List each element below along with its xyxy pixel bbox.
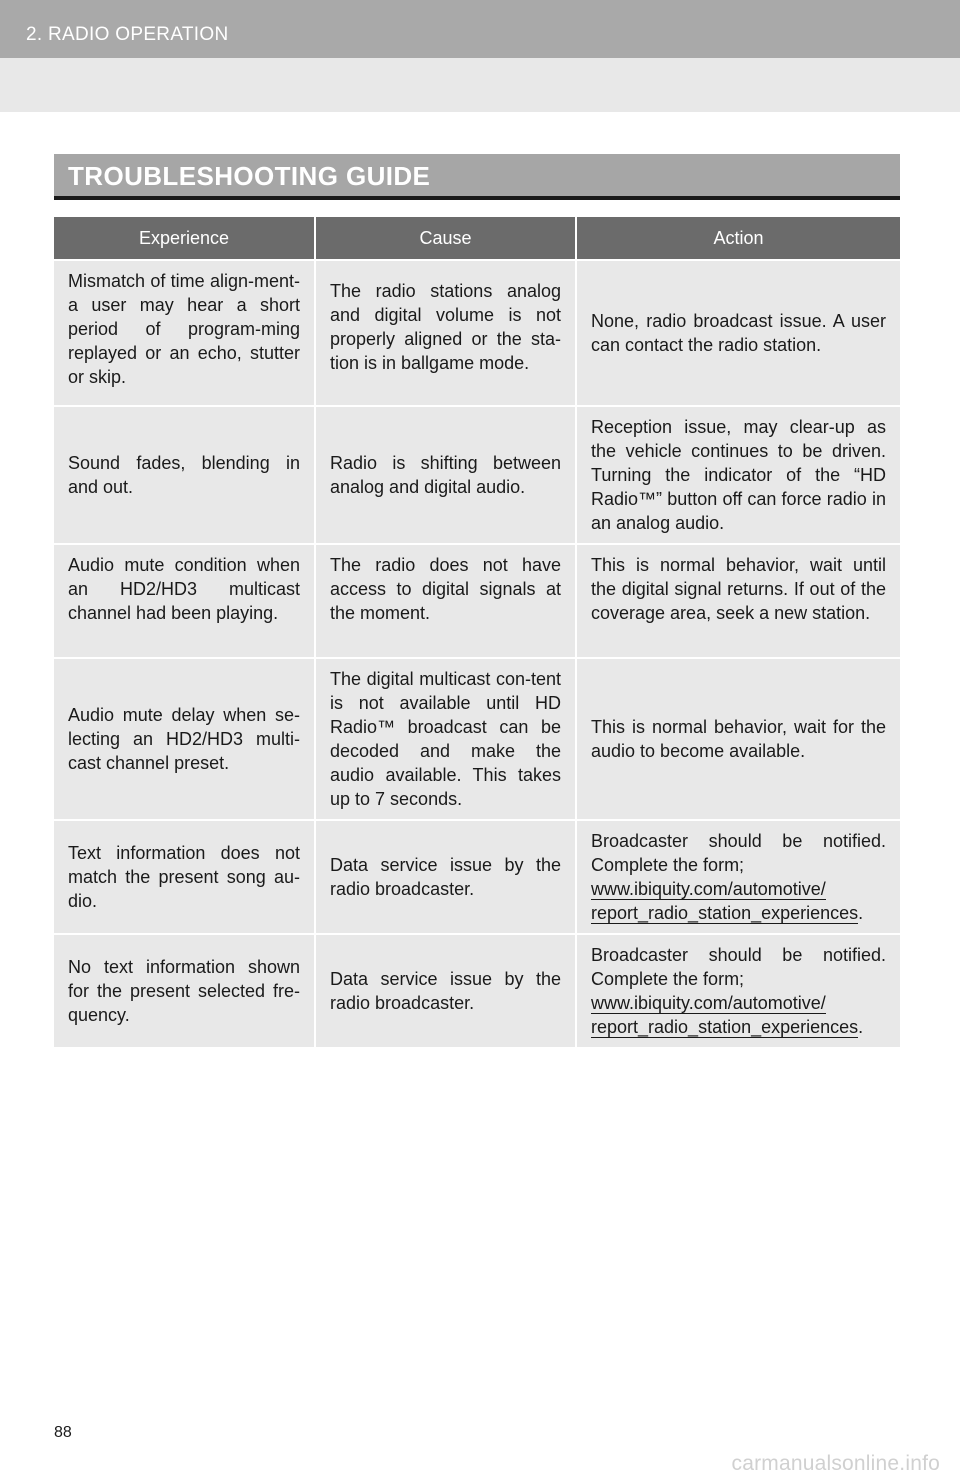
section-title: TROUBLESHOOTING GUIDE bbox=[68, 161, 431, 191]
header-strip bbox=[0, 0, 960, 58]
watermark: carmanualsonline.info bbox=[731, 1452, 940, 1475]
experience-cell: Mismatch of time align-ment- a user may hear a short period of program-ming replayed or an echo, stutter or skip. bbox=[54, 260, 315, 406]
table-row bbox=[54, 658, 900, 820]
column-header-experience: Experience bbox=[54, 217, 315, 260]
table-row bbox=[54, 934, 900, 1047]
table-row bbox=[54, 544, 900, 658]
column-header-cause: Cause bbox=[315, 217, 576, 260]
ibiquity-link-part-2[interactable]: report_radio_station_experiences bbox=[591, 1017, 859, 1037]
cause-cell: The radio does not have access to digital signals at the moment. bbox=[315, 544, 576, 658]
action-text: Broadcaster should be notified. Complete the form; bbox=[591, 945, 886, 989]
ibiquity-link-part-1[interactable]: www.ibiquity.com/automotive/ bbox=[591, 993, 826, 1013]
action-cell: This is normal behavior, wait until the digital signal returns. If out of the coverage area, seek a new station. bbox=[576, 544, 900, 658]
action-cell: This is normal behavior, wait for the audio to become available. bbox=[576, 658, 900, 820]
table-row bbox=[54, 406, 900, 544]
link-period: . bbox=[858, 903, 864, 923]
ibiquity-link-part-1[interactable]: www.ibiquity.com/automotive/ bbox=[591, 879, 826, 899]
section-header bbox=[54, 154, 900, 200]
column-header-action: Action bbox=[576, 217, 900, 260]
cause-cell: Data service issue by the radio broadcaster. bbox=[315, 934, 576, 1047]
experience-cell: Audio mute condition when an HD2/HD3 multicast channel had been playing. bbox=[54, 544, 315, 658]
table-row bbox=[54, 820, 900, 934]
action-cell bbox=[576, 820, 900, 934]
page-number: 88 bbox=[54, 1424, 72, 1441]
action-text: Broadcaster should be notified. Complete the form; bbox=[591, 831, 886, 875]
action-cell: None, radio broadcast issue. A user can contact the radio station. bbox=[576, 260, 900, 406]
troubleshooting-table bbox=[54, 217, 900, 1047]
action-cell bbox=[576, 934, 900, 1047]
cause-cell: The radio stations analog and digital volume is not properly aligned or the sta-tion is in ballgame mode. bbox=[315, 260, 576, 406]
experience-cell: Text information does not match the present song au-dio. bbox=[54, 820, 315, 934]
table-header-row bbox=[54, 217, 900, 260]
experience-cell: Sound fades, blending in and out. bbox=[54, 406, 315, 544]
cause-cell: Data service issue by the radio broadcaster. bbox=[315, 820, 576, 934]
ibiquity-link-part-2[interactable]: report_radio_station_experiences bbox=[591, 903, 859, 923]
experience-cell: Audio mute delay when se-lecting an HD2/HD3 multi-cast channel preset. bbox=[54, 658, 315, 820]
chapter-title: 2. RADIO OPERATION bbox=[26, 24, 229, 45]
link-period: . bbox=[858, 1017, 864, 1037]
experience-cell: No text information shown for the present selected fre-quency. bbox=[54, 934, 315, 1047]
action-cell: Reception issue, may clear-up as the vehicle continues to be driven. Turning the indicator of the “HD Radio™” button off can force radio in an analog audio. bbox=[576, 406, 900, 544]
cause-cell: The digital multicast con-tent is not available until HD Radio™ broadcast can be decoded and make the audio available. This takes up to 7 seconds. bbox=[315, 658, 576, 820]
cause-cell: Radio is shifting between analog and digital audio. bbox=[315, 406, 576, 544]
table-row bbox=[54, 260, 900, 406]
